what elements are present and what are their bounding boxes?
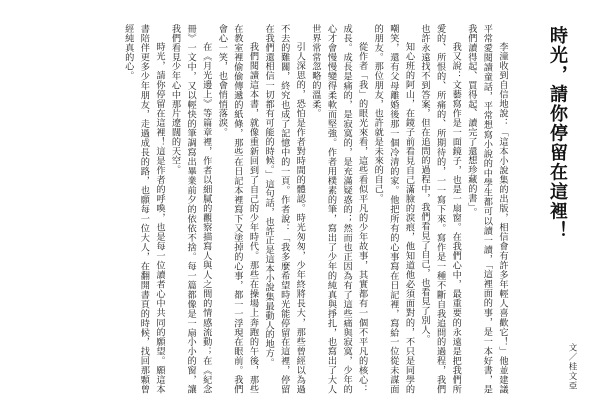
paragraph: 在《月光邊上》等篇章裡，作者以細膩的觀察描寫人與人之間的情感流動；在《紀念冊》一文中，又以輕快的筆調寫出畢業前夕的依依不捨。每一篇都像是一扇小小的窗，讓我們看見少年心中那片遼闊的天空。 xyxy=(169,24,212,394)
paragraph: 李潼收到自信地說：「這本小說集的出版，相信會有許多年輕人喜歡它！」他並建議平常愛閱讀童話，平常想寫小說的中學生都可以讀一讀，「這裡面的事，是一本好書，是我們讀得起、買得起、讀完了還想珍藏的書」。 xyxy=(465,24,508,394)
author-byline: 文／桂文亞 xyxy=(567,342,577,390)
paragraph: 知心班的阿山，在鏡子前看見自己滿臉的淚痕，他知道他必須面對的，不只是同學的嘲笑，還有父母離婚後那一個冷清的家。他把所有的心事寫在日記裡，寫給一位從未謀面的朋友。那位朋友，也許就是未來的自己。 xyxy=(372,24,415,394)
paragraph: 時光，請你停留在這裡！這是作者的呼喚，也是每一位讀者心中共同的願望。願這本書陪伴更多少年朋友，走過成長的路，也願每一位大人，在翻開書頁的時候，找回那顆曾經純真的心。 xyxy=(122,24,165,394)
paragraph: 我又說：文藝寫作是一面鏡子，也是一扇窗。在我們心中，最重要的永遠是把我們所愛的、所恨的、所痛的、所期待的，一一寫下來。寫作是一種不斷自我追問的過程，我們也許永遠找不到答案，但在追問的過程中，我們看見了自己，也看見了別人。 xyxy=(419,24,462,394)
paragraph: 從作者「我」的眼光來看，這些看似平凡的少年故事，其實都有一個不平凡的核心：成長。成長是痛的，是寂寞的，是充滿疑惑的；然而也正因為有了這些痛與寂寞，少年的心才會慢慢變得柔軟而堅強。作者用樸素的筆，寫出了少年的純真與掙扎，也寫出了大人世界常常忽略的溫柔。 xyxy=(309,24,368,394)
article-body xyxy=(12,24,510,394)
paragraph: 引人深思的，恐怕是作者對時間的體認。時光匆匆，少年終將長大，那些曾經以為過不去的難關，終究也成了記憶中的一頁。作者說：「我多麼希望時光能停留在這裡，停留在我們還相信一切都有可能的時候。」這句話，也許正是這本小說集最動人的地方。 xyxy=(263,24,306,394)
page-title: 時光，請你停留在這裡！ xyxy=(547,26,568,241)
paragraph: 我們閱讀這本書，就像重新回到了自己的少年時代。那些在操場上奔跑的午後，那些在教室裡偷偷傳遞的紙條，那些在日記本裡寫下又塗掉的心事，都一一浮現在眼前。我們會心一笑，也會悄悄落淚。 xyxy=(216,24,259,394)
